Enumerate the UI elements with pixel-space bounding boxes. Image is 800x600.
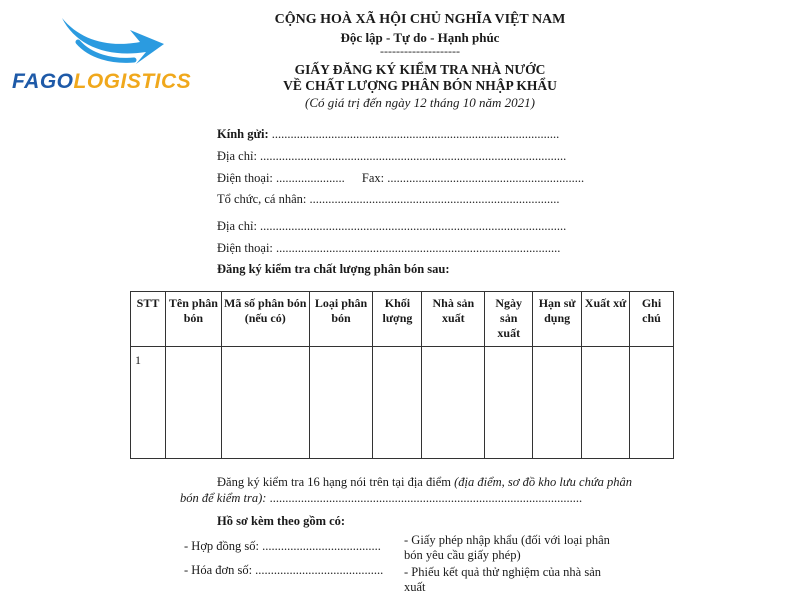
logo-text-logistics: LOGISTICS <box>73 70 192 93</box>
validity-note: (Có giá trị đến ngày 12 tháng 10 năm 2021) <box>304 95 535 110</box>
fertilizer-table <box>130 291 674 459</box>
table-cell <box>165 347 221 459</box>
test-result-item: - Phiếu kết quả thử nghiệm của nhà sản xuất <box>404 565 602 594</box>
col-header-expiry: Hạn sử dụng <box>533 292 582 347</box>
table-cell <box>309 347 373 459</box>
register-location-line1 <box>217 475 632 490</box>
country-name: CỘNG HOÀ XÃ HỘI CHỦ NGHĨA VIỆT NAM <box>274 12 566 27</box>
phone-line-2: Điện thoại: ........................................................................................... <box>217 241 561 255</box>
col-header-origin: Xuất xứ <box>582 292 630 347</box>
document-title-line2: VỀ CHẤT LƯỢNG PHÂN BÓN NHẬP KHẨU <box>283 78 557 93</box>
table-cell <box>422 347 485 459</box>
col-header-type: Loại phân bón <box>309 292 373 347</box>
recipient-dots: ............................................................................................ <box>268 127 560 141</box>
table-cell <box>630 347 674 459</box>
table-cell <box>373 347 422 459</box>
logo-text-fago: FAGO <box>12 70 74 93</box>
col-header-manufacturer: Nhà sản xuất <box>422 292 485 347</box>
arrow-logo-icon <box>56 12 166 72</box>
recipient-label: Kính gửi: <box>217 127 269 141</box>
phone-field-1: Điện thoại: ...................... <box>217 171 345 185</box>
logo-wordmark <box>12 70 191 94</box>
col-header-production-date: Ngày sản xuất <box>485 292 533 347</box>
register-location-italic-2: bón để kiểm tra): <box>180 491 267 505</box>
organization-line: Tổ chức, cá nhân: ................................................................................ <box>217 192 560 206</box>
invoice-number-line: - Hóa đơn số: ......................................... <box>184 563 384 577</box>
register-location-text: Đăng ký kiểm tra 16 hạng nói trên tại địa điểm <box>217 475 455 489</box>
table-row <box>131 347 674 459</box>
phone-fax-line <box>217 171 584 186</box>
company-logo <box>10 8 190 98</box>
col-header-weight: Khối lượng <box>373 292 422 347</box>
attachments-heading: Hồ sơ kèm theo gồm có: <box>217 514 346 528</box>
table-cell: 1 <box>131 347 166 459</box>
table-cell <box>485 347 533 459</box>
col-header-name: Tên phân bón <box>165 292 221 347</box>
register-heading: Đăng ký kiểm tra chất lượng phân bón sau: <box>217 262 450 276</box>
address-line-2: Địa chỉ: .................................................................................................. <box>217 219 567 233</box>
col-header-notes: Ghi chú <box>630 292 674 347</box>
table-cell <box>533 347 582 459</box>
col-header-stt: STT <box>131 292 166 347</box>
fax-field: Fax: ............................................................... <box>361 171 585 185</box>
register-location-line2 <box>180 491 582 506</box>
table-cell <box>582 347 630 459</box>
national-motto: Độc lập - Tự do - Hạnh phúc <box>340 30 500 45</box>
import-license-item: - Giấy phép nhập khẩu (đối với loại phân bón yêu cầu giấy phép) <box>404 533 610 562</box>
header-separator: -------------------- <box>380 44 460 58</box>
recipient-line <box>217 127 559 142</box>
address-line-1: Địa chỉ: .................................................................................................. <box>217 149 567 163</box>
col-header-code: Mã số phân bón (nếu có) <box>221 292 309 347</box>
contract-number-line: - Hợp đồng số: ...................................... <box>184 539 381 553</box>
document-title-line1: GIẤY ĐĂNG KÝ KIỂM TRA NHÀ NƯỚC <box>294 62 546 77</box>
register-location-italic: (địa điểm, sơ đồ kho lưu chứa phân <box>454 475 633 489</box>
table-cell <box>221 347 309 459</box>
table-header-row <box>131 292 674 347</box>
register-location-dots: .................................................................................................... <box>266 491 583 505</box>
